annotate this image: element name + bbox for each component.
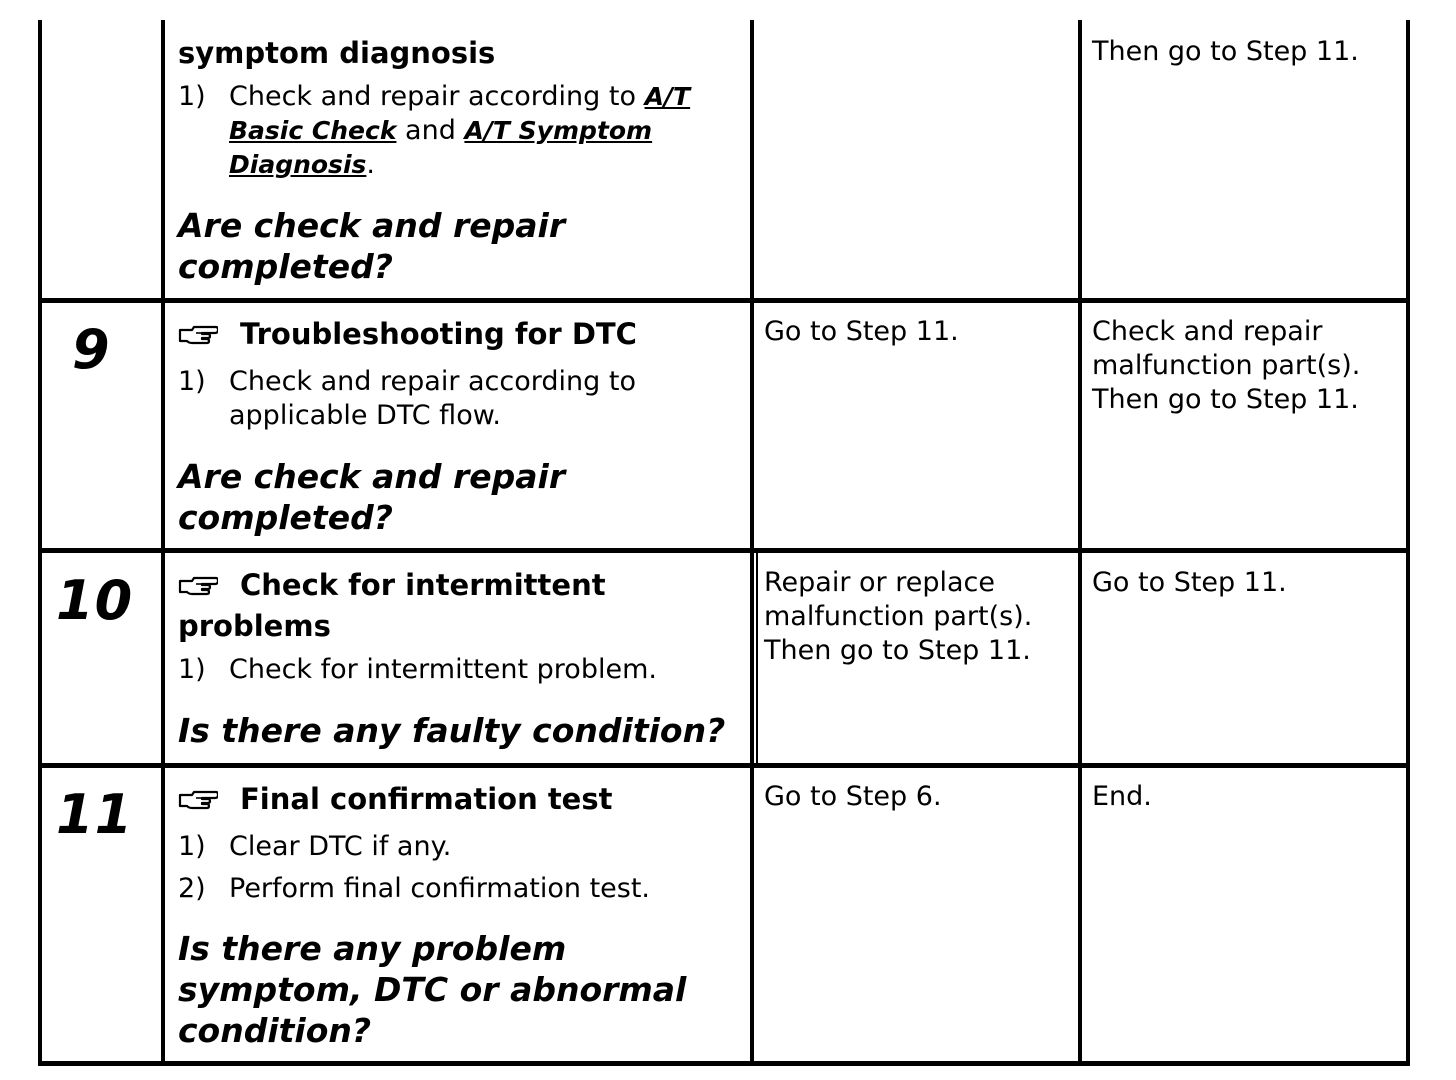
reference-link-at-basic-check[interactable]: A/T bbox=[644, 82, 691, 111]
step-number: 10 bbox=[56, 569, 134, 632]
no-result-line: End. bbox=[1092, 781, 1152, 812]
no-result-line: malfunction part(s). bbox=[1092, 350, 1361, 381]
no-result-line: Then go to Step 11. bbox=[1092, 36, 1359, 67]
step-title: symptom diagnosis bbox=[178, 36, 496, 70]
step-question-line: Are check and repair bbox=[178, 457, 566, 496]
column-divider-step bbox=[161, 20, 165, 1066]
step-question-line: completed? bbox=[178, 498, 393, 537]
item-text-line: Check for intermittent problem. bbox=[229, 654, 657, 685]
item-text-line: Perform final confirmation test. bbox=[229, 873, 651, 904]
step-item bbox=[178, 365, 738, 433]
step-question-line: Is there any problem bbox=[178, 929, 567, 968]
step-item bbox=[178, 80, 738, 190]
step-title-text: Troubleshooting for DTC bbox=[240, 317, 637, 351]
step-title bbox=[178, 565, 606, 605]
step-item bbox=[178, 830, 738, 864]
table-border-left bbox=[38, 20, 42, 1066]
step-question-line: condition? bbox=[178, 1011, 372, 1050]
column-divider-action-inner bbox=[756, 552, 758, 766]
item-text-line: Check and repair according to bbox=[229, 81, 636, 112]
step-title bbox=[178, 314, 637, 354]
yes-result-line: Repair or replace bbox=[764, 567, 995, 598]
reference-link-at-basic-check[interactable]: Basic Check bbox=[229, 116, 397, 145]
item-text-line: Check and repair according to bbox=[229, 366, 636, 397]
step-number: 9 bbox=[72, 318, 111, 381]
step-title-text: Final confirmation test bbox=[240, 782, 613, 816]
pointing-hand-icon bbox=[178, 576, 218, 596]
yes-result-line: Go to Step 6. bbox=[764, 781, 942, 812]
step-title-text: Check for intermittent bbox=[240, 568, 606, 602]
no-result-line: Check and repair bbox=[1092, 316, 1323, 347]
yes-result-line: malfunction part(s). bbox=[764, 601, 1033, 632]
item-number: 1) bbox=[178, 831, 206, 862]
pointing-hand-icon bbox=[178, 790, 218, 810]
pointing-hand-icon bbox=[178, 325, 218, 345]
row-divider-9 bbox=[38, 298, 1410, 303]
step-item bbox=[178, 653, 738, 687]
step-title-continued: problems bbox=[178, 609, 331, 643]
reference-link-at-symptom-diagnosis[interactable]: A/T Symptom bbox=[464, 116, 653, 145]
step-title bbox=[178, 779, 612, 819]
item-text bbox=[229, 148, 375, 182]
table-border-bottom bbox=[38, 1061, 1410, 1066]
no-result-line: Go to Step 11. bbox=[1092, 567, 1287, 598]
reference-link-at-symptom-diagnosis[interactable]: Diagnosis bbox=[229, 150, 367, 179]
step-question-line: symptom, DTC or abnormal bbox=[178, 970, 687, 1009]
item-text-line: Clear DTC if any. bbox=[229, 831, 452, 862]
yes-result-line: Go to Step 11. bbox=[764, 316, 959, 347]
column-divider-action bbox=[750, 20, 754, 1066]
item-text-line: applicable DTC flow. bbox=[229, 400, 501, 431]
item-number: 1) bbox=[178, 366, 206, 397]
row-divider-10 bbox=[38, 548, 1410, 553]
item-number: 2) bbox=[178, 873, 206, 904]
step-question-line: Is there any faulty condition? bbox=[178, 711, 726, 750]
step-number: 11 bbox=[56, 783, 134, 846]
row-divider-11 bbox=[38, 763, 1410, 768]
no-result-line: Then go to Step 11. bbox=[1092, 384, 1359, 415]
item-text bbox=[229, 80, 690, 114]
yes-result-line: Then go to Step 11. bbox=[764, 635, 1031, 666]
column-divider-yes bbox=[1078, 20, 1082, 1066]
item-number: 1) bbox=[178, 81, 206, 112]
step-question-line: Are check and repair bbox=[178, 206, 566, 245]
item-text-and: and bbox=[405, 115, 456, 146]
table-border-right bbox=[1406, 20, 1410, 1066]
step-item bbox=[178, 872, 738, 906]
item-number: 1) bbox=[178, 654, 206, 685]
item-text bbox=[229, 114, 652, 148]
item-text-end: . bbox=[366, 149, 375, 180]
step-question-line: completed? bbox=[178, 247, 393, 286]
